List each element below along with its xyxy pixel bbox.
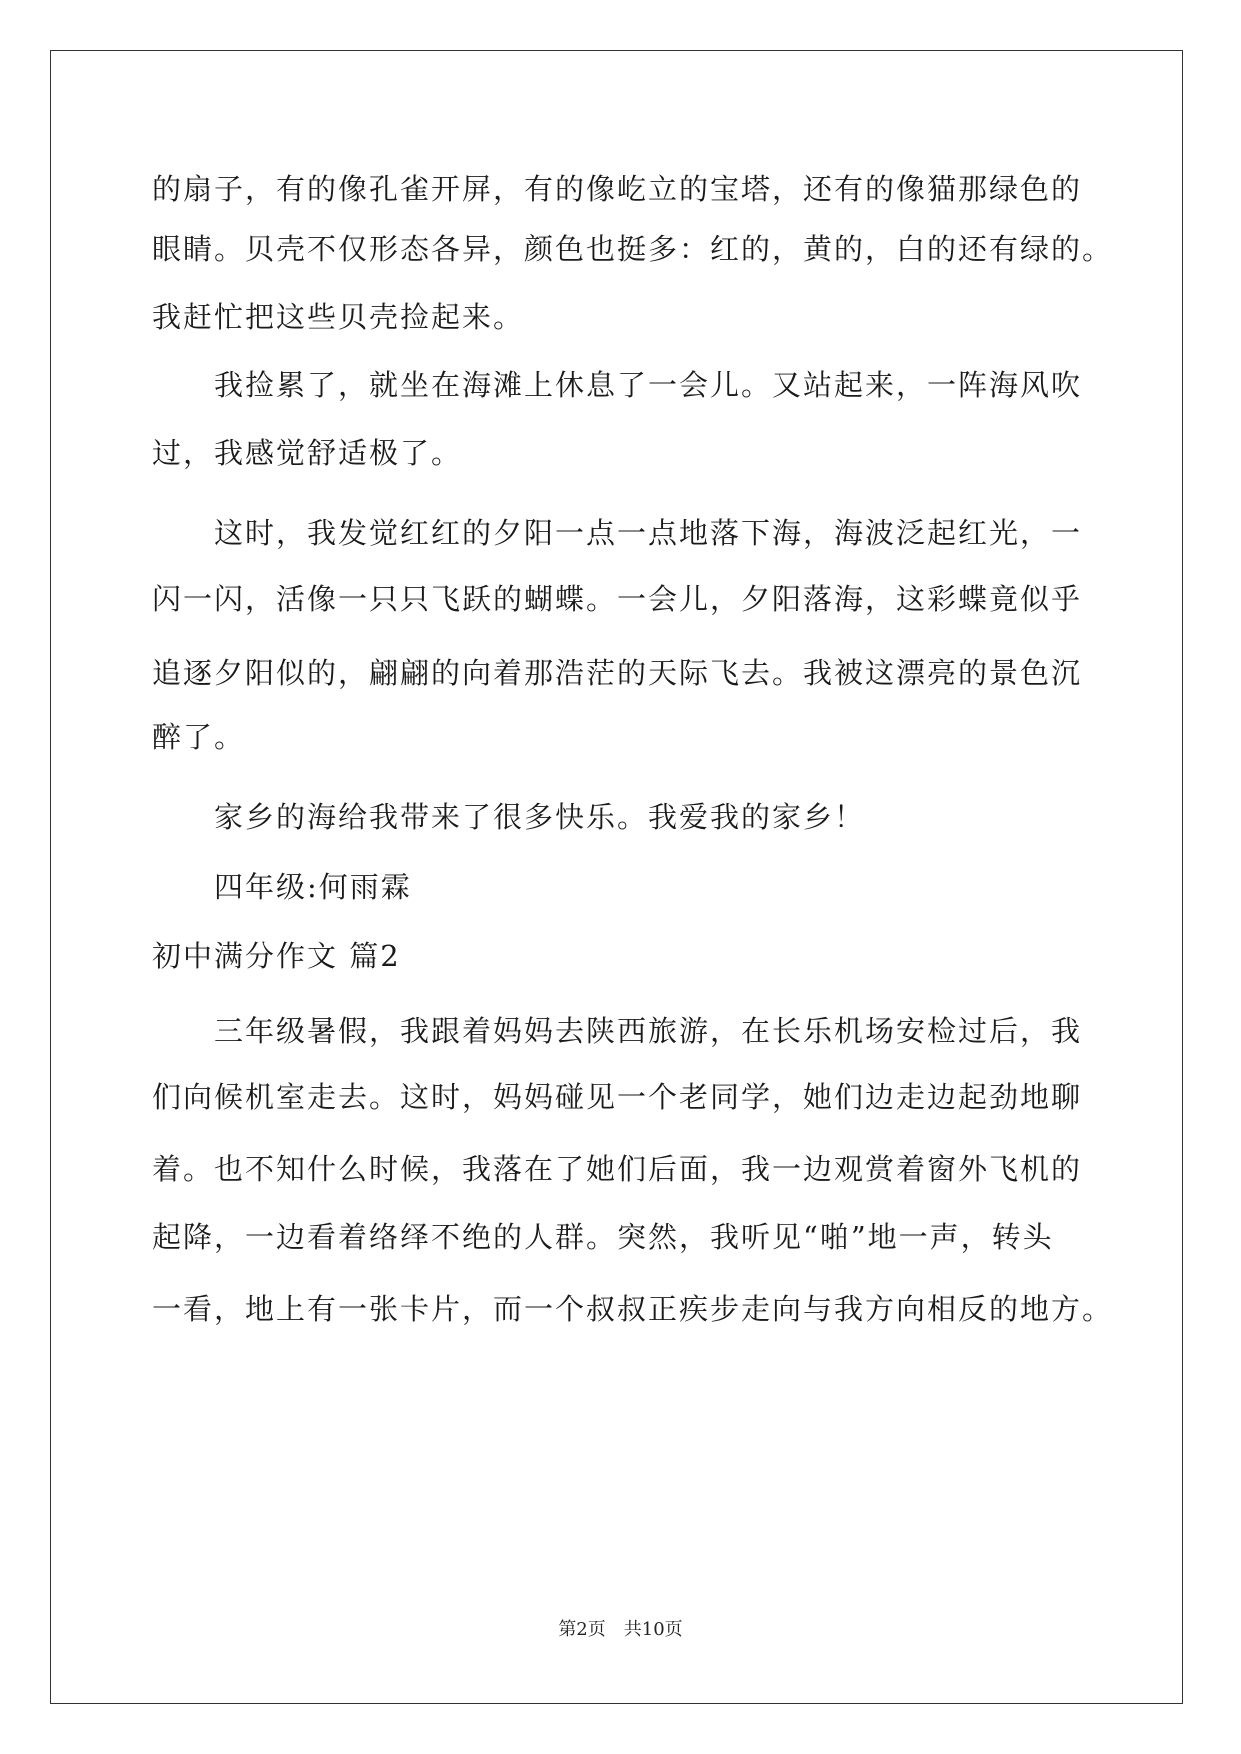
- body-text-line: 眼睛。贝壳不仅形态各异，颜色也挺多：红的，黄的，白的还有绿的。: [152, 232, 1114, 266]
- body-text-line: 醉了。: [152, 720, 246, 754]
- body-text-line: 着。也不知什么时候，我落在了她们后面，我一边观赏着窗外飞机的: [152, 1152, 1083, 1186]
- body-text-line: 闪一闪，活像一只只飞跃的蝴蝶。一会儿，夕阳落海，这彩蝶竟似乎: [152, 582, 1083, 616]
- body-text-line: 一看，地上有一张卡片，而一个叔叔正疾步走向与我方向相反的地方。: [152, 1292, 1114, 1326]
- author-line: 四年级:何雨霖: [214, 870, 412, 904]
- page-number-footer: 第2页 共10页: [558, 1619, 683, 1640]
- body-text-line: 们向候机室走去。这时，妈妈碰见一个老同学，她们边走边起劲地聊: [152, 1080, 1083, 1114]
- body-text-line: 我赶忙把这些贝壳捡起来。: [152, 300, 525, 334]
- section-heading: 初中满分作文 篇2: [152, 939, 401, 973]
- paragraph-first-line: 我捡累了，就坐在海滩上休息了一会儿。又站起来，一阵海风吹: [214, 368, 1083, 402]
- body-text-line: 追逐夕阳似的，翩翩的向着那浩茫的天际飞去。我被这漂亮的景色沉: [152, 656, 1083, 690]
- body-text-line: 过，我感觉舒适极了。: [152, 436, 463, 470]
- body-text-line: 起降，一边看着络绎不绝的人群。突然，我听见“啪”地一声，转头: [152, 1220, 1054, 1254]
- body-text-line: 的扇子，有的像孔雀开屏，有的像屹立的宝塔，还有的像猫那绿色的: [152, 172, 1083, 206]
- paragraph-first-line: 这时，我发觉红红的夕阳一点一点地落下海，海波泛起红光，一: [214, 516, 1083, 550]
- paragraph-first-line: 三年级暑假，我跟着妈妈去陕西旅游，在长乐机场安检过后，我: [214, 1014, 1083, 1048]
- paragraph-first-line: 家乡的海给我带来了很多快乐。我爱我的家乡！: [214, 800, 866, 834]
